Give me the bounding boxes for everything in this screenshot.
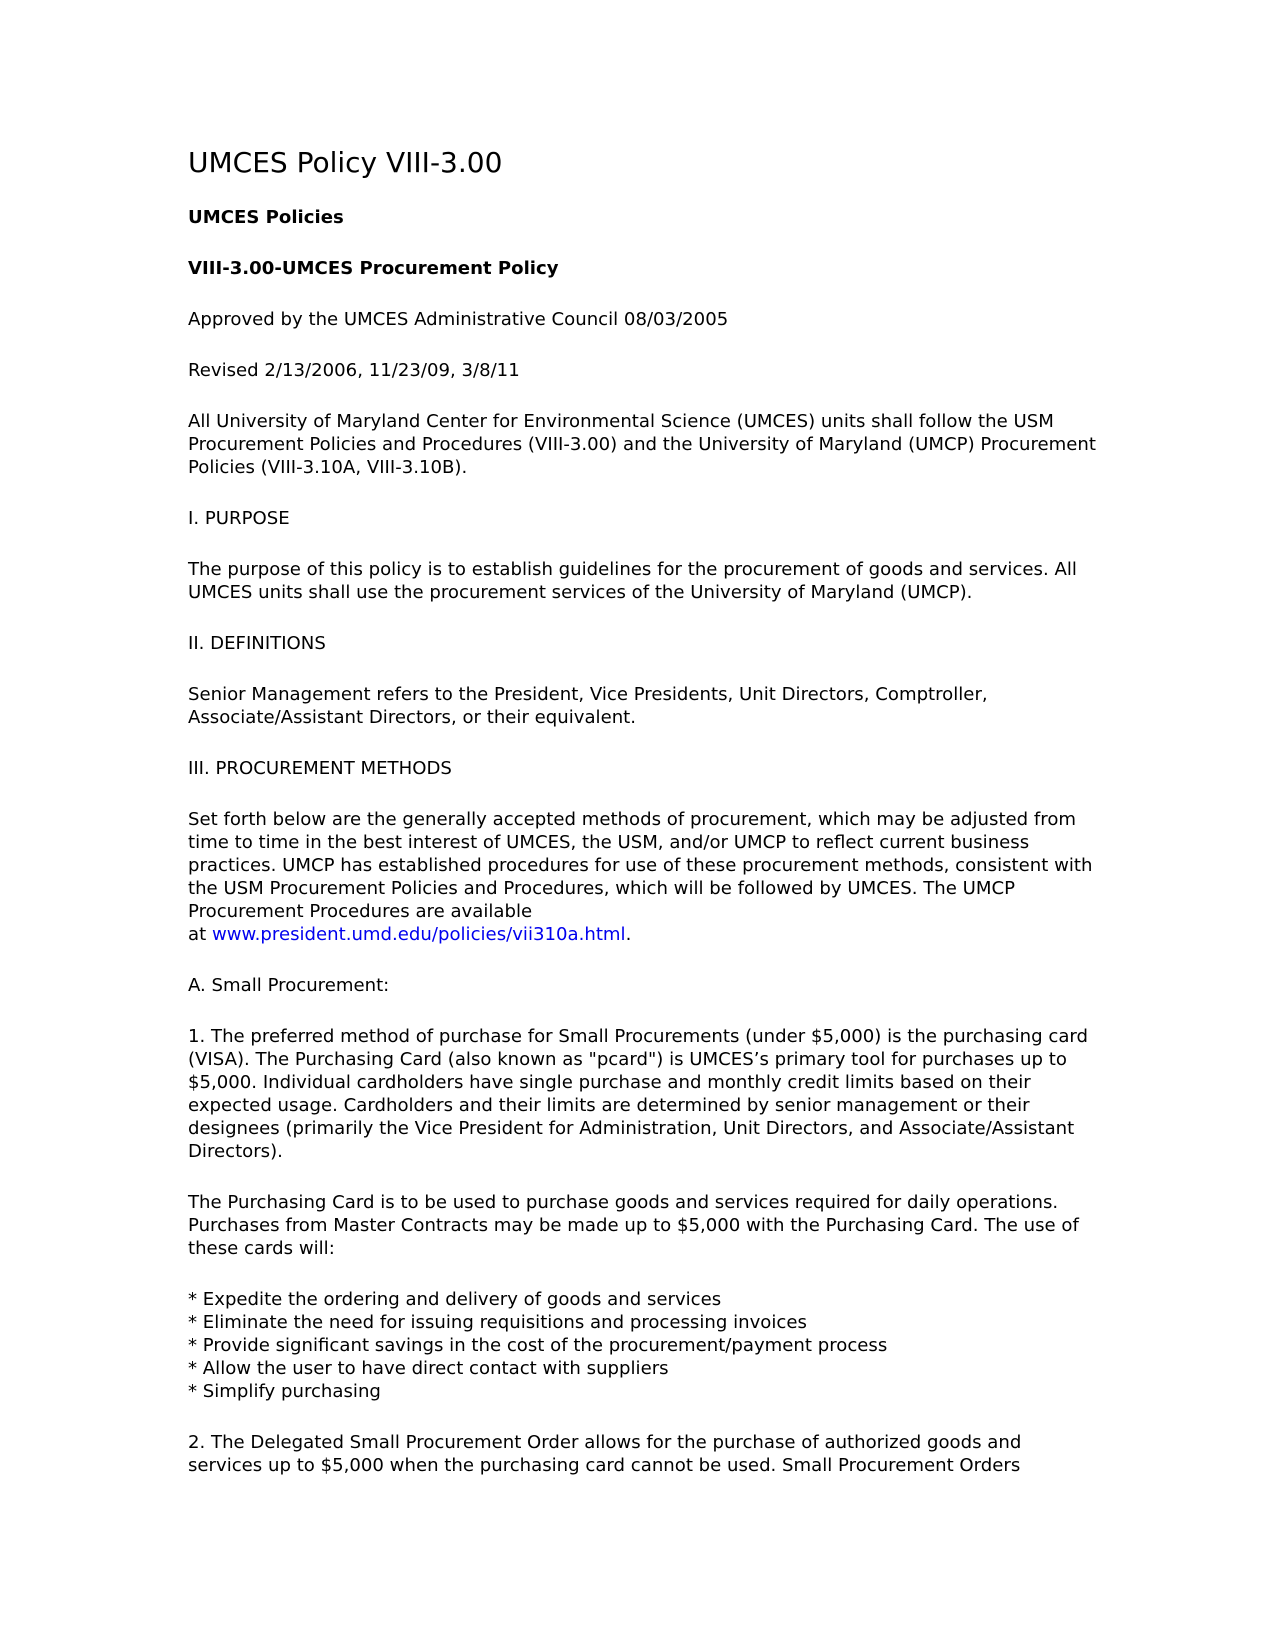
pcard-benefits-list	[188, 1288, 1098, 1403]
methods-paragraph	[188, 808, 1098, 946]
list-item: * Simplify purchasing	[188, 1380, 381, 1402]
definitions-paragraph: Senior Management refers to the President, Vice Presidents, Unit Directors, Comptroller, Associate/Assistant Directors, or their equivalent.	[188, 683, 988, 728]
section-purpose-heading: I. PURPOSE	[188, 507, 290, 529]
methods-period: .	[625, 923, 632, 945]
document-content	[188, 146, 1098, 1505]
item-2-paragraph: 2. The Delegated Small Procurement Order allows for the purchase of authorized goods and services up to $5,000 when the purchasing card cannot be used. Small Procurement Orders	[188, 1431, 1022, 1476]
item-1-paragraph: 1. The preferred method of purchase for Small Procurements (under $5,000) is the purchasing card (VISA). The Purchasing Card (also known as "pcard") is UMCES’s primary tool for purchases up to $5,000. Individual cardholders have single purchase and monthly credit limits based on their expected usage. Cardholders and their limits are determined by senior management or their designees (primarily the Vice President for Administration, Unit Directors, and Associate/Assistant Directors).	[188, 1025, 1089, 1162]
section-methods-heading: III. PROCUREMENT METHODS	[188, 757, 452, 779]
subsection-small-procurement-heading: A. Small Procurement:	[188, 974, 390, 996]
procedures-link[interactable]: www.president.umd.edu/policies/vii310a.html	[211, 923, 626, 945]
list-item: * Allow the user to have direct contact with suppliers	[188, 1357, 669, 1379]
list-item: * Provide significant savings in the cost of the procurement/payment process	[188, 1334, 888, 1356]
methods-text: Set forth below are the generally accepted methods of procurement, which may be adjusted from time to time in the best interest of UMCES, the USM, and/or UMCP to reflect current business practices. UMCP has established procedures for use of these procurement methods, consistent with the USM Procurement Policies and Procedures, which will be followed by UMCES. The UMCP Procurement Procedures are available	[188, 808, 1093, 922]
approval-line: Approved by the UMCES Administrative Council 08/03/2005	[188, 308, 729, 330]
document-title: UMCES Policy VIII-3.00	[188, 146, 503, 179]
pcard-paragraph: The Purchasing Card is to be used to purchase goods and services required for daily operations. Purchases from Master Contracts may be made up to $5,000 with the Purchasing Card. The use of these cards will:	[188, 1191, 1079, 1259]
intro-paragraph: All University of Maryland Center for Environmental Science (UMCES) units shall follow the USM Procurement Policies and Procedures (VIII-3.00) and the University of Maryland (UMCP) Procurement Policies (VIII-3.10A, VIII-3.10B).	[188, 410, 1096, 478]
list-item: * Expedite the ordering and delivery of goods and services	[188, 1288, 722, 1310]
methods-at: at	[188, 923, 212, 945]
revision-line: Revised 2/13/2006, 11/23/09, 3/8/11	[188, 359, 520, 381]
heading-policy-name: VIII-3.00-UMCES Procurement Policy	[188, 257, 559, 279]
heading-umces-policies: UMCES Policies	[188, 206, 344, 228]
section-definitions-heading: II. DEFINITIONS	[188, 632, 326, 654]
purpose-paragraph: The purpose of this policy is to establish guidelines for the procurement of goods and services. All UMCES units shall use the procurement services of the University of Maryland (UMCP).	[188, 558, 1077, 603]
list-item: * Eliminate the need for issuing requisitions and processing invoices	[188, 1311, 807, 1333]
